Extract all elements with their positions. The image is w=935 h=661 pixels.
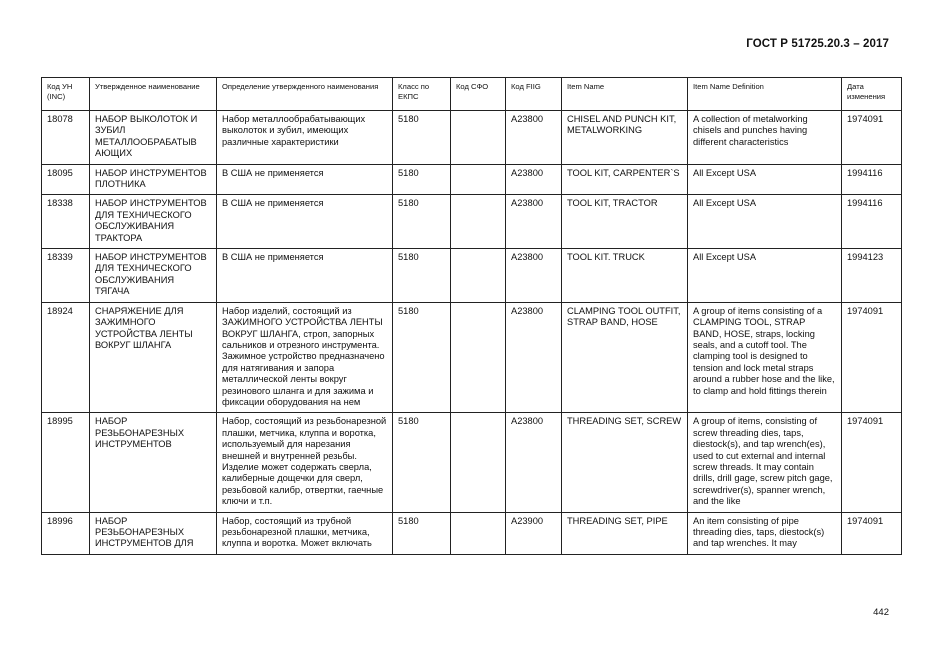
cell-date: 1994116 [842, 164, 902, 195]
col-header-name: Утвержденное наименование [90, 78, 217, 111]
cell-class: 5180 [393, 164, 451, 195]
cell-sfo [451, 111, 506, 165]
cell-item-name: CLAMPING TOOL OUTFIT, STRAP BAND, HOSE [562, 302, 688, 413]
cell-item-definition: All Except USA [688, 195, 842, 249]
cell-class: 5180 [393, 111, 451, 165]
cell-code: 18338 [42, 195, 90, 249]
cell-fiig: A23800 [506, 302, 562, 413]
cell-class: 5180 [393, 195, 451, 249]
cell-code: 18095 [42, 164, 90, 195]
cell-date: 1974091 [842, 302, 902, 413]
cell-code: 18924 [42, 302, 90, 413]
cell-name: НАБОР РЕЗЬБОНАРЕЗНЫХ ИНСТРУМЕНТОВ ДЛЯ [90, 512, 217, 554]
cell-date: 1994123 [842, 249, 902, 303]
cell-class: 5180 [393, 249, 451, 303]
cell-name: НАБОР РЕЗЬБОНАРЕЗНЫХ ИНСТРУМЕНТОВ [90, 413, 217, 512]
cell-definition: Набор металлообрабатывающих выколоток и зубил, имеющих различные характеристики [217, 111, 393, 165]
cell-name: НАБОР ИНСТРУМЕНТОВ ДЛЯ ТЕХНИЧЕСКОГО ОБСЛУЖИВАНИЯ ТЯГАЧА [90, 249, 217, 303]
cell-sfo [451, 302, 506, 413]
table-row [42, 302, 902, 413]
cell-item-name: TOOL KIT. TRUCK [562, 249, 688, 303]
cell-definition: В США не применяется [217, 164, 393, 195]
col-header-code: Код УН (INC) [42, 78, 90, 111]
cell-sfo [451, 249, 506, 303]
cell-item-name: THREADING SET, SCREW [562, 413, 688, 512]
cell-item-definition: All Except USA [688, 164, 842, 195]
table-header-row [42, 78, 902, 111]
cell-item-definition: A group of items consisting of a CLAMPING TOOL, STRAP BAND, HOSE, straps, locking seals, and a cutoff tool. The clamping tool is designed to tension and lock metal straps around a rubber hose and the like, to clamp and hold fittings therein [688, 302, 842, 413]
cell-item-definition: An item consisting of pipe threading dies, taps, diestock(s) and tap wrenches. It may [688, 512, 842, 554]
cell-sfo [451, 512, 506, 554]
table-row [42, 512, 902, 554]
cell-fiig: A23800 [506, 111, 562, 165]
cell-fiig: A23800 [506, 195, 562, 249]
cell-item-name: TOOL KIT, CARPENTER`S [562, 164, 688, 195]
cell-item-name: CHISEL AND PUNCH KIT, METALWORKING [562, 111, 688, 165]
cell-definition: В США не применяется [217, 195, 393, 249]
table-row [42, 111, 902, 165]
cell-code: 18339 [42, 249, 90, 303]
cell-date: 1974091 [842, 512, 902, 554]
cell-code: 18078 [42, 111, 90, 165]
cell-date: 1974091 [842, 413, 902, 512]
cell-code: 18995 [42, 413, 90, 512]
cell-item-name: THREADING SET, PIPE [562, 512, 688, 554]
cell-date: 1994116 [842, 195, 902, 249]
cell-name: НАБОР ИНСТРУМЕНТОВ ДЛЯ ТЕХНИЧЕСКОГО ОБСЛУЖИВАНИЯ ТРАКТОРА [90, 195, 217, 249]
cell-definition: Набор изделий, состоящий из ЗАЖИМНОГО УСТРОЙСТВА ЛЕНТЫ ВОКРУГ ШЛАНГА, строп, запорных сальников и отрезного инструмента. Зажимное устройство предназначено для натягивания и запора металлической ленты вокруг резинового шланга и для зажима и фиксации оборудования на нем [217, 302, 393, 413]
cell-definition: Набор, состоящий из трубной резьбонарезной плашки, метчика, клуппа и воротка. Может включать [217, 512, 393, 554]
col-header-item-name: Item Name [562, 78, 688, 111]
cell-name: НАБОР ИНСТРУМЕНТОВ ПЛОТНИКА [90, 164, 217, 195]
cell-name: СНАРЯЖЕНИЕ ДЛЯ ЗАЖИМНОГО УСТРОЙСТВА ЛЕНТЫ ВОКРУГ ШЛАНГА [90, 302, 217, 413]
col-header-fiig: Код FIIG [506, 78, 562, 111]
cell-fiig: A23800 [506, 164, 562, 195]
col-header-date: Дата изменения [842, 78, 902, 111]
cell-sfo [451, 195, 506, 249]
cell-item-definition: A group of items, consisting of screw threading dies, taps, diestock(s), and tap wrench(es), used to cut external and internal screw threads. It may contain drills, drill gage, screw pitch gage, screwdriver(s), spanner wrench, and the like [688, 413, 842, 512]
table-row [42, 195, 902, 249]
cell-class: 5180 [393, 512, 451, 554]
table-row [42, 413, 902, 512]
cell-item-definition: A collection of metalworking chisels and punches having different characteristics [688, 111, 842, 165]
cell-fiig: A23900 [506, 512, 562, 554]
cell-item-definition: All Except USA [688, 249, 842, 303]
table-row [42, 249, 902, 303]
cell-definition: Набор, состоящий из резьбонарезной плашки, метчика, клуппа и воротка, используемый для нарезания внешней и внутренней резьбы. Изделие может содержать сверла, калиберные дощечки для сверл, резьбовой калибр, отвертки, гаечные ключи и т.п. [217, 413, 393, 512]
col-header-sfo: Код СФО [451, 78, 506, 111]
cell-definition: В США не применяется [217, 249, 393, 303]
col-header-definition: Определение утвержденного наименования [217, 78, 393, 111]
cell-class: 5180 [393, 413, 451, 512]
classification-table [41, 77, 902, 555]
cell-sfo [451, 164, 506, 195]
cell-fiig: A23800 [506, 249, 562, 303]
cell-class: 5180 [393, 302, 451, 413]
cell-sfo [451, 413, 506, 512]
page-number: 442 [873, 607, 889, 618]
cell-fiig: A23800 [506, 413, 562, 512]
cell-date: 1974091 [842, 111, 902, 165]
cell-name: НАБОР ВЫКОЛОТОК И ЗУБИЛ МЕТАЛЛООБРАБАТЫВ АЮЩИХ [90, 111, 217, 165]
col-header-item-definition: Item Name Definition [688, 78, 842, 111]
col-header-class: Класс по ЕКПС [393, 78, 451, 111]
document-header: ГОСТ Р 51725.20.3 – 2017 [746, 38, 889, 50]
cell-item-name: TOOL KIT, TRACTOR [562, 195, 688, 249]
table-row [42, 164, 902, 195]
cell-code: 18996 [42, 512, 90, 554]
